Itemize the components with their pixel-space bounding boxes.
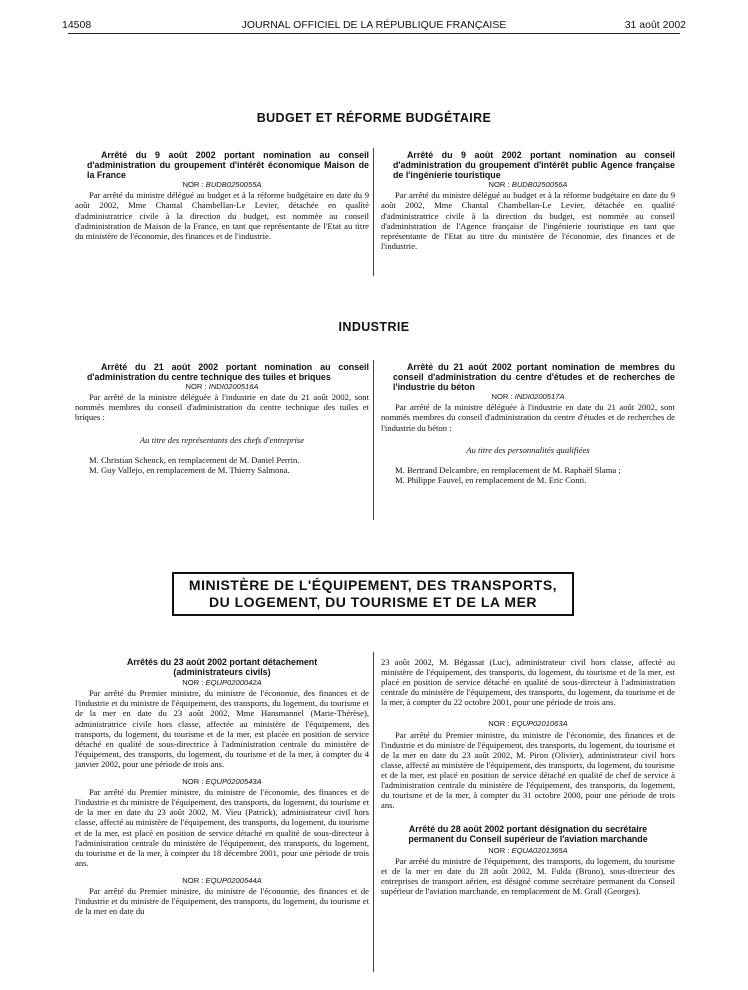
article-body: Par arrêté de la ministre déléguée à l'industrie en date du 21 août 2002, sont nommés membres du conseil d'administration du centre technique des tuiles et briques :	[75, 392, 369, 423]
article-body: Par arrêté du ministre délégué au budget et à la réforme budgétaire en date du 9 août 2002, Mme Chantal Chambellan-Le Levier, détachée en qualité d'administratrice civile à la direction du budget, est nommée au conseil d'administration de Maison de la France, en tant que représentante de l'Etat au titre du ministère de l'économie, des finances et de l'industrie.	[75, 190, 369, 241]
members-subheading: Au titre des personnalités qualifiées	[466, 444, 590, 455]
article-body: Par arrêté de la ministre déléguée à l'industrie en date du 21 août 2002, sont nommés membres du conseil d'administration du centre d'études et de recherches de l'industrie du béton :	[381, 402, 675, 433]
article-body: Par arrêté du ministre de l'équipement, des transports, du logement, du tourisme et de la mer en date du 28 août 2002, M. Fulda (Bruno), sous-directeur des entreprises de transport aérien, est désigné comme secrétaire permanent du Conseil supérieur de l'aviation marchande, en remplacement de M. Grall (Georges).	[381, 855, 675, 896]
column-divider	[373, 148, 374, 276]
article-heading: Arrêté du 21 août 2002 portant nomination de membres du conseil d'administration du centre d'études et de recherches de l'industrie du béton	[393, 362, 675, 393]
article-heading: Arrêté du 9 août 2002 portant nomination au conseil d'administration du groupement d'intérêt public Agence française de l'ingénierie touristique	[393, 150, 675, 181]
header-rule	[68, 33, 680, 34]
column-divider	[373, 360, 374, 520]
ministere-title-line2: DU LOGEMENT, DU TOURISME ET DE LA MER	[208, 594, 538, 610]
nor-reference: NOR : EQUP0200544A	[182, 875, 262, 885]
column-divider	[373, 652, 374, 972]
ministere-right-column	[381, 657, 675, 896]
nor-reference: NOR : BUDB0250056A	[488, 180, 568, 190]
member-item: M. Christian Schenck, en remplacement de M. Daniel Perrin.	[89, 454, 300, 465]
nor-reference: NOR : INDI0200516A	[185, 382, 259, 392]
article-body: Par arrêté du Premier ministre, du ministre de l'économie, des finances et de l'industrie et du ministre de l'équipement, des transports, du logement, du tourisme et de la mer en date du	[75, 885, 369, 917]
members-subheading: Au titre des représentants des chefs d'entreprise	[139, 434, 305, 445]
section-title-industrie: INDUSTRIE	[338, 320, 410, 334]
ministere-left-column	[75, 657, 369, 916]
ministere-title-line1: MINISTÈRE DE L'ÉQUIPEMENT, DES TRANSPORTS,	[188, 577, 558, 593]
article-heading: Arrêtés du 23 août 2002 portant détachement (administrateurs civils)	[126, 657, 318, 678]
nor-reference: NOR : EQUA0201365A	[488, 845, 568, 855]
issue-date: 31 août 2002	[624, 19, 686, 31]
page-number: 14508	[62, 19, 92, 31]
nor-reference: NOR : BUDB0250055A	[182, 180, 262, 190]
member-item: M. Guy Vallejo, en remplacement de M. Thierry Salmona.	[89, 464, 290, 475]
journal-title: JOURNAL OFFICIEL DE LA RÉPUBLIQUE FRANÇAISE	[241, 19, 507, 31]
member-item: M. Philippe Fauvel, en remplacement de M. Eric Conti.	[395, 474, 587, 485]
budget-left-article	[75, 150, 369, 241]
section-title-ministere	[172, 572, 574, 616]
article-body: 23 août 2002, M. Bégassat (Luc), administrateur civil hors classe, affecté au ministère de l'équipement, des transports, du logement, du tourisme et de la mer, est placé en position de service détaché en qualité de sous-directeur à l'administration centrale du ministère de l'équipement, des transports, du logement, du tourisme et de la mer, à compter du 22 octobre 2001, pour une période de trois ans.	[381, 657, 675, 708]
article-heading: Arrêté du 9 août 2002 portant nomination au conseil d'administration du groupement d'intérêt économique Maison de la France	[87, 150, 369, 181]
industrie-left-article	[75, 362, 369, 475]
article-heading: Arrêté du 21 août 2002 portant nomination au conseil d'administration du centre technique des tuiles et briques	[87, 362, 369, 383]
article-body: Par arrêté du Premier ministre, du ministre de l'économie, des finances et de l'industrie et du ministre de l'équipement, des transports, du logement, du tourisme et de la mer en date du 23 août 2002, Mme Hansmannel (Marie-Thérèse), administratrice civile hors classe, affectée au ministère de l'équipement, des transports, du logement, du tourisme et de la mer, est placée en position de service détaché en qualité de sous-directrice à l'administration centrale du ministère de l'équipement, des transports, du logement, du tourisme et de la mer, à compter du 4 janvier 2002, pour une période de trois ans.	[75, 688, 369, 769]
article-body: Par arrêté du Premier ministre, du ministre de l'économie, des finances et de l'industrie et du ministre de l'équipement, des transports, du logement, du tourisme et de la mer en date du 23 août 2002, M. Vieu (Patrick), administrateur civil hors classe, affecté au ministère de l'équipement, des transports, du logement, du tourisme et de la mer, est placé en position de service détaché en qualité de sous-directeur à l'administration centrale du ministère de l'équipement, des transports, du logement, du tourisme et de la mer, à compter du 18 décembre 2001, pour une période de trois ans.	[75, 787, 369, 868]
article-heading: Arrêté du 28 août 2002 portant désignation du secrétaire permanent du Conseil supérieur de l'aviation marchande	[408, 824, 648, 845]
industrie-right-article	[381, 362, 675, 485]
section-title-budget: BUDGET ET RÉFORME BUDGÉTAIRE	[256, 111, 492, 125]
article-body: Par arrêté du ministre délégué au budget et à la réforme budgétaire en date du 9 août 2002, Mme Chantal Chambellan-Le Levier, détachée en qualité d'administratrice civile à la direction du budget, est nommée au conseil d'administration de l'Agence française de l'ingénierie touristique en tant que représentante de l'Etat au titre du ministère de l'économie, des finances et de l'industrie.	[381, 190, 675, 251]
nor-reference: NOR : EQUP0200543A	[182, 777, 262, 787]
nor-reference: NOR : INDI0200517A	[491, 392, 565, 402]
nor-reference: NOR : EQUP0201063A	[488, 719, 568, 729]
member-item: M. Bertrand Delcambre, en remplacement de M. Raphaël Slama ;	[395, 464, 621, 475]
budget-right-article	[381, 150, 675, 251]
article-body: Par arrêté du Premier ministre, du ministre de l'économie, des finances et de l'industrie et du ministre de l'équipement, des transports, du logement, du tourisme et de la mer en date du 23 août 2002, M. Piron (Olivier), administrateur civil hors classe, affecté au ministère de l'équipement, des transports, du logement, du tourisme et de la mer, est placé en position de service détaché en qualité de chef de service à l'administration centrale du ministère de l'équipement, des transports, du logement, du tourisme et de la mer, à compter du 31 octobre 2000, pour une période de trois ans.	[381, 729, 675, 811]
nor-reference: NOR : EQUP0200042A	[182, 678, 262, 688]
